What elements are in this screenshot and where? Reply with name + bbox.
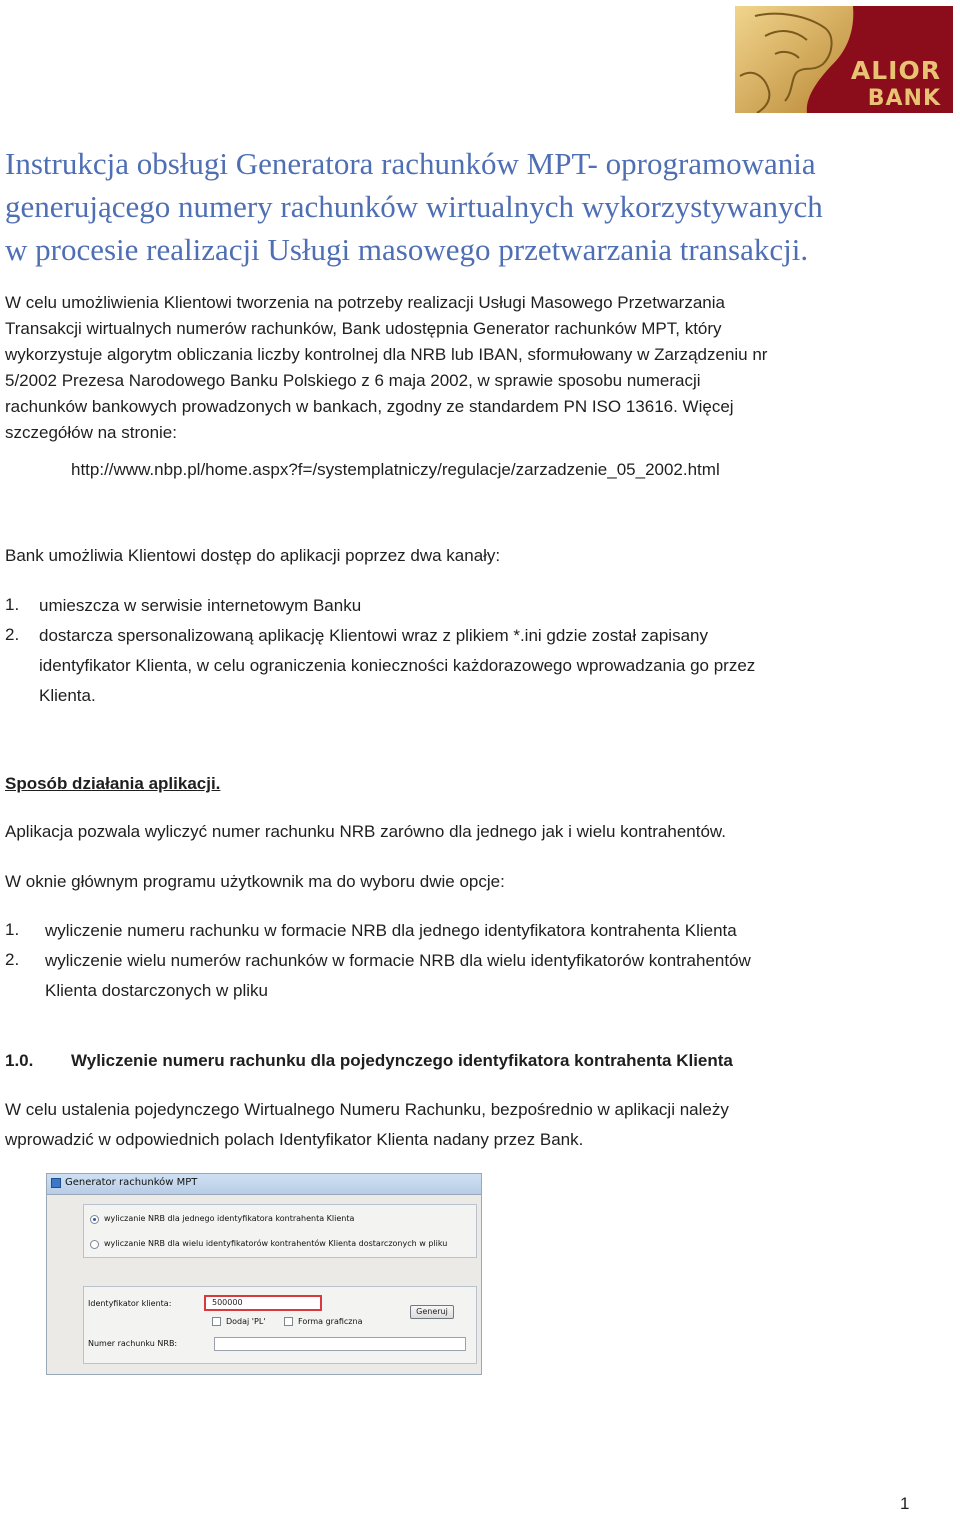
multi-mode-label: wyliczanie NRB dla wielu identyfikatorów kontrahentów Klienta dostarczonych w pliku xyxy=(104,1239,448,1248)
mode-groupbox xyxy=(83,1204,477,1258)
logo-text-bank: BANK xyxy=(867,86,941,111)
intro-line: rachunków bankowych prowadzonych w bankach, zgodny ze standardem PN ISO 13616. Więcej xyxy=(5,397,734,416)
intro-line: 5/2002 Prezesa Narodowego Banku Polskiego z 6 maja 2002, w sprawie sposobu numeracji xyxy=(5,371,701,390)
add-pl-checkbox[interactable] xyxy=(212,1317,221,1326)
channels-intro: Bank umożliwia Klientowi dostęp do aplikacji poprzez dwa kanały: xyxy=(5,546,501,565)
channel-number: 1. xyxy=(5,595,20,614)
operation-heading: Sposób działania aplikacji. xyxy=(5,774,221,793)
window-title: Generator rachunków MPT xyxy=(65,1177,198,1188)
section-number: 1.0. xyxy=(5,1051,34,1070)
title-line: generującego numery rachunków wirtualnych wykorzystywanych xyxy=(5,189,823,224)
intro-line: Transakcji wirtualnych numerów rachunków, Bank udostępnia Generator rachunków MPT, który xyxy=(5,319,722,338)
logo-text-alior: ALIOR xyxy=(850,56,941,85)
add-pl-label: Dodaj 'PL' xyxy=(226,1317,266,1326)
page-number: 1 xyxy=(900,1494,910,1513)
single-mode-radio[interactable] xyxy=(90,1215,99,1224)
app-icon xyxy=(51,1178,61,1188)
intro-line: szczegółów na stronie: xyxy=(5,423,177,442)
channel-item-text: Klienta. xyxy=(39,686,96,705)
option-item-text: Klienta dostarczonych w pliku xyxy=(45,981,269,1000)
channel-item-text: umieszcza w serwisie internetowym Banku xyxy=(39,596,362,615)
client-id-label: Identyfikator klienta: xyxy=(88,1299,172,1308)
client-id-input[interactable]: 500000 xyxy=(204,1295,322,1311)
option-item-text: wyliczenie numeru rachunku w formacie NRB dla jednego identyfikatora kontrahenta Klienta xyxy=(45,921,737,940)
nrb-output-field[interactable] xyxy=(214,1337,466,1351)
generate-button[interactable]: Generuj xyxy=(410,1305,454,1319)
title-line: Instrukcja obsługi Generatora rachunków MPT- oprogramowania xyxy=(5,146,816,181)
section-heading: Wyliczenie numeru rachunku dla pojedynczego identyfikatora kontrahenta Klienta xyxy=(71,1051,733,1070)
option-item-text: wyliczenie wielu numerów rachunków w formacie NRB dla wielu identyfikatorów kontrahentów xyxy=(45,951,751,970)
nbp-url-link[interactable]: http://www.nbp.pl/home.aspx?f=/systemplatniczy/regulacje/zarzadzenie_05_2002.html xyxy=(71,460,720,479)
channel-item-text: identyfikator Klienta, w celu ograniczenia konieczności każdorazowego wprowadzania go przez xyxy=(39,656,756,675)
generator-app-window xyxy=(46,1173,482,1375)
title-line: w procesie realizacji Usługi masowego przetwarzania transakcji. xyxy=(5,232,809,267)
channel-item-text: dostarcza spersonalizowaną aplikację Klientowi wraz z plikiem *.ini gdzie został zapisany xyxy=(39,626,708,645)
nrb-label: Numer rachunku NRB: xyxy=(88,1339,178,1348)
alior-bank-logo xyxy=(735,6,953,113)
graphic-form-checkbox[interactable] xyxy=(284,1317,293,1326)
multi-mode-radio[interactable] xyxy=(90,1240,99,1249)
intro-line: W celu umożliwienia Klientowi tworzenia na potrzeby realizacji Usługi Masowego Przetwarzania xyxy=(5,293,725,312)
channel-number: 2. xyxy=(5,625,20,644)
single-mode-label: wyliczanie NRB dla jednego identyfikatora kontrahenta Klienta xyxy=(104,1214,355,1223)
option-number: 1. xyxy=(5,920,20,939)
graphic-form-label: Forma graficzna xyxy=(298,1317,363,1326)
document-title xyxy=(5,142,905,271)
section-paragraph-line: wprowadzić w odpowiednich polach Identyfikator Klienta nadany przez Bank. xyxy=(5,1130,584,1149)
window-titlebar xyxy=(47,1174,481,1195)
section-paragraph-line: W celu ustalenia pojedynczego Wirtualnego Numeru Rachunku, bezpośrednio w aplikacji należy xyxy=(5,1100,729,1119)
operation-paragraph: Aplikacja pozwala wyliczyć numer rachunku NRB zarówno dla jednego jak i wielu kontrahentów. xyxy=(5,822,726,841)
intro-line: wykorzystuje algorytm obliczania liczby kontrolnej dla NRB lub IBAN, sformułowany w Zarządzeniu nr xyxy=(5,345,768,364)
input-groupbox xyxy=(83,1286,477,1364)
option-number: 2. xyxy=(5,950,20,969)
operation-paragraph: W oknie głównym programu użytkownik ma do wyboru dwie opcje: xyxy=(5,872,505,891)
